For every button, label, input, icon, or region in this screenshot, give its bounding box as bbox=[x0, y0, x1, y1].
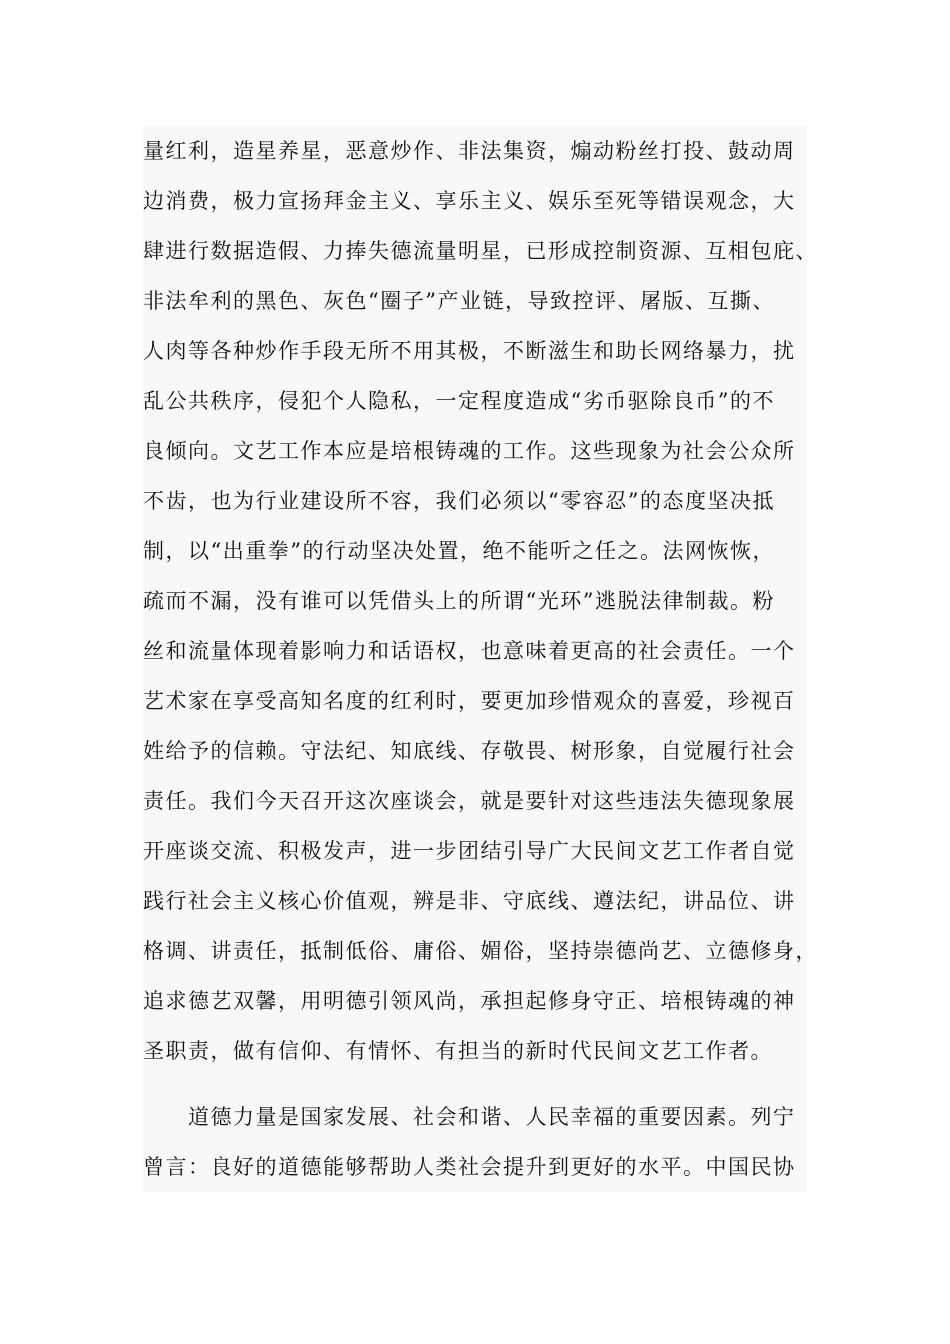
paragraph-line: 乱公共秩序，侵犯个人隐私，一定程度造成“劣币驱除良币”的不 bbox=[143, 389, 775, 413]
paragraph-line: 艺术家在享受高知名度的红利时，要更加珍惜观众的喜爱，珍视百 bbox=[143, 689, 796, 713]
paragraph-line: 践行社会主义核心价值观，辨是非、守底线、遵法纪，讲品位、讲 bbox=[143, 889, 796, 913]
paragraph-line: 责任。我们今天召开这次座谈会，就是要针对这些违法失德现象展 bbox=[143, 789, 796, 813]
paragraph-line: 制，以“出重拳”的行动坚决处置，绝不能听之任之。法网恢恢， bbox=[143, 539, 775, 563]
paragraph-line: 量红利，造星养星，恶意炒作、非法集资，煽动粉丝打投、鼓动周 bbox=[143, 139, 796, 163]
paragraph-line: 道德力量是国家发展、社会和谐、人民幸福的重要因素。列宁 bbox=[188, 1105, 796, 1129]
paragraph-line: 丝和流量体现着影响力和话语权，也意味着更高的社会责任。一个 bbox=[143, 639, 796, 663]
paragraph-line: 曾言：良好的道德能够帮助人类社会提升到更好的水平。中国民协 bbox=[143, 1155, 796, 1179]
paragraph-line: 开座谈交流、积极发声，进一步团结引导广大民间文艺工作者自觉 bbox=[143, 839, 796, 863]
paragraph-line: 姓给予的信赖。守法纪、知底线、存敬畏、树形象，自觉履行社会 bbox=[143, 739, 796, 763]
paragraph-line: 非法牟利的黑色、灰色“圈子”产业链，导致控评、屠版、互撕、 bbox=[143, 289, 775, 313]
paragraph-line: 圣职责，做有信仰、有情怀、有担当的新时代民间文艺工作者。 bbox=[143, 1039, 773, 1063]
paragraph-line: 人肉等各种炒作手段无所不用其极，不断滋生和助长网络暴力，扰 bbox=[143, 339, 796, 363]
paragraph-line: 格调、讲责任，抵制低俗、庸俗、媚俗，坚持崇德尚艺、立德修身， bbox=[143, 939, 818, 963]
paragraph-line: 不齿，也为行业建设所不容，我们必须以“零容忍”的态度坚决抵 bbox=[143, 489, 775, 513]
paragraph-line: 肆进行数据造假、力捧失德流量明星，已形成控制资源、互相包庇、 bbox=[143, 239, 818, 263]
paragraph-line: 疏而不漏，没有谁可以凭借头上的所谓“光环”逃脱法律制裁。粉 bbox=[143, 589, 775, 613]
paragraph-line: 边消费，极力宣扬拜金主义、享乐主义、娱乐至死等错误观念，大 bbox=[143, 189, 796, 213]
paragraph-line: 良倾向。文艺工作本应是培根铸魂的工作。这些现象为社会公众所 bbox=[143, 439, 796, 463]
paragraph-line: 追求德艺双馨，用明德引领风尚，承担起修身守正、培根铸魂的神 bbox=[143, 989, 796, 1013]
